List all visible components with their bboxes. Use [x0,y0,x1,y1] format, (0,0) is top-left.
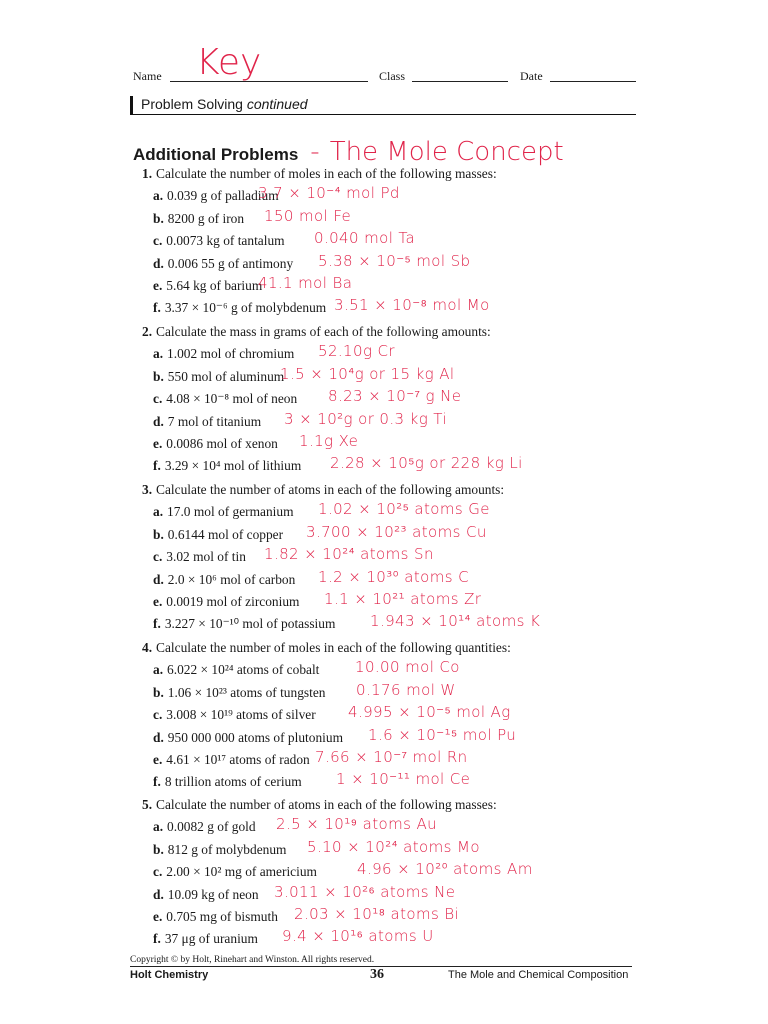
item-letter: e. [153,752,163,767]
question-number: 1. [142,166,153,181]
class-line [412,81,508,82]
item-letter: f. [153,931,161,947]
handwritten-answer: 1.82 × 10²⁴ atoms Sn [264,545,434,564]
item-text: 950 000 000 atoms of plutonium [167,729,343,745]
item-text: 37 μg of uranium [164,931,258,947]
item-letter: e. [153,436,163,451]
question-number: 3. [142,482,153,497]
handwritten-answer: 2.28 × 10⁵g or 228 kg Li [330,454,523,473]
item-letter: d. [153,886,164,902]
problem-item [153,346,294,362]
question-3 [142,482,504,498]
problem-item [153,864,317,880]
date-label: Date [520,69,543,83]
problem-item [153,616,335,632]
item-letter: c. [153,233,163,249]
item-text: 3.008 × 10¹⁹ atoms of silver [166,707,316,723]
handwritten-answer: 1.1 × 10²¹ atoms Zr [324,590,482,608]
footer-right: The Mole and Chemical Composition [448,969,629,981]
handwritten-answer: 1.943 × 10¹⁴ atoms K [370,612,541,631]
question-text: Calculate the number of atoms in each of the following amounts: [156,482,505,497]
item-text: 0.0082 g of gold [167,819,256,835]
item-text: 4.08 × 10⁻⁸ mol of neon [166,391,298,407]
handwritten-answer: 1.6 × 10⁻¹⁵ mol Pu [368,725,517,744]
item-text: 3.227 × 10⁻¹⁰ mol of potassium [164,616,336,632]
item-letter: d. [153,413,164,429]
item-letter: c. [153,864,163,880]
item-text: 0.039 g of palladium [167,188,279,204]
problem-item [153,391,297,407]
item-letter: a. [153,662,164,678]
item-text: 3.02 mol of tin [166,549,246,565]
item-text: 0.0073 kg of tantalum [166,233,285,249]
item-letter: f. [153,616,161,632]
problem-item [153,256,293,272]
question-number: 2. [142,324,153,339]
handwritten-answer: 2.03 × 10¹⁸ atoms Bi [294,905,460,923]
item-letter: c. [153,549,163,565]
problem-item [153,549,246,565]
item-text: 4.61 × 10¹⁷ atoms of radon [166,752,310,767]
handwritten-answer: 5.38 × 10⁻⁵ mol Sb [318,251,471,270]
problem-item [153,685,325,701]
problem-item [153,572,295,588]
handwritten-answer: 0.040 mol Ta [314,229,416,248]
item-text: 1.06 × 10²³ atoms of tungsten [167,684,326,700]
question-1 [142,166,497,182]
item-letter: d. [153,255,164,271]
section-label: Problem Solving [141,96,243,112]
item-letter: b. [153,368,164,384]
problem-item [153,662,319,678]
item-letter: a. [153,346,164,362]
handwritten-answer: 52.10g Cr [318,342,395,361]
item-text: 10.09 kg of neon [167,886,259,902]
item-text: 7 mol of titanium [167,413,262,429]
handwritten-answer: 4.96 × 10²⁰ atoms Am [357,860,533,879]
section-marker [130,96,133,114]
item-text: 0.006 55 g of antimony [167,255,294,271]
item-letter: e. [153,594,163,609]
problem-item [153,730,343,746]
item-letter: f. [153,458,161,474]
handwritten-answer: 9.4 × 10¹⁶ atoms U [282,927,434,946]
page-number: 36 [370,967,384,982]
question-text: Calculate the number of moles in each of the following masses: [156,166,497,181]
item-letter: f. [153,774,161,790]
item-text: 550 mol of aluminum [167,368,285,384]
problem-item [153,774,302,790]
item-letter: f. [153,300,161,316]
page-title [133,137,564,167]
problem-item [153,842,286,858]
handwritten-answer: 3.011 × 10²⁶ atoms Ne [274,882,456,901]
item-letter: e. [153,909,163,924]
problem-item [153,819,256,835]
handwritten-answer: 1.2 × 10³⁰ atoms C [318,567,469,586]
question-4 [142,640,511,656]
handwritten-answer: 8.23 × 10⁻⁷ g Ne [328,387,462,406]
handwritten-answer: 1.5 × 10⁴g or 15 kg Al [280,364,455,383]
problem-item [153,527,283,543]
item-text: 3.37 × 10⁻⁶ g of molybdenum [164,300,327,316]
problem-item [153,436,278,452]
item-letter: c. [153,707,163,723]
title-handwritten: The Mole Concept [329,137,564,167]
item-letter: d. [153,729,164,745]
problem-item [153,931,258,947]
item-letter: a. [153,819,164,835]
section-continued: continued [246,96,308,112]
item-letter: b. [153,841,164,857]
section-rule [130,114,636,115]
problem-item [153,887,259,903]
question-5 [142,797,497,813]
item-text: 3.29 × 10⁴ mol of lithium [164,458,302,474]
problem-item [153,278,262,294]
class-label: Class [379,69,406,83]
item-text: 6.022 × 10²⁴ atoms of cobalt [167,662,320,678]
name-label: Name [133,69,162,83]
handwritten-answer: 7.66 × 10⁻⁷ mol Rn [315,748,468,766]
question-number: 5. [142,797,153,812]
item-letter: b. [153,526,164,542]
handwritten-answer: 10.00 mol Co [355,658,460,677]
section-header [141,96,308,112]
problem-item [153,414,261,430]
item-text: 8 trillion atoms of cerium [164,774,302,790]
handwritten-answer: 41.1 mol Ba [258,274,353,292]
item-text: 5.64 kg of barium [166,278,263,293]
problem-item [153,504,294,520]
question-text: Calculate the mass in grams of each of the following amounts: [156,324,491,339]
item-letter: b. [153,684,164,700]
problem-item [153,707,316,723]
title-printed: Additional Problems [133,145,299,164]
problem-item [153,458,301,474]
question-number: 4. [142,640,153,655]
footer-left: Holt Chemistry [130,969,209,981]
handwritten-answer: 0.176 mol W [356,680,456,699]
item-text: 8200 g of iron [167,210,245,226]
item-text: 17.0 mol of germanium [167,504,294,520]
item-text: 2.00 × 10² mg of americium [166,864,317,880]
problem-item [153,300,326,316]
question-2 [142,324,491,340]
question-text: Calculate the number of atoms in each of the following masses: [156,797,497,812]
problem-item [153,233,285,249]
problem-item [153,909,278,925]
problem-item [153,369,284,385]
copyright: Copyright © by Holt, Rinehart and Winston. All rights reserved. [130,955,375,965]
item-letter: e. [153,278,163,293]
item-text: 2.0 × 10⁶ mol of carbon [167,571,296,587]
item-text: 0.705 mg of bismuth [166,909,278,924]
date-line [550,81,636,82]
item-letter: b. [153,210,164,226]
item-text: 812 g of molybdenum [167,841,287,857]
handwritten-answer: 1.1g Xe [299,432,359,450]
problem-item [153,594,299,610]
handwritten-answer: 3.700 × 10²³ atoms Cu [306,522,487,541]
item-text: 1.002 mol of chromium [167,346,295,362]
item-letter: a. [153,504,164,520]
handwritten-answer: 150 mol Fe [264,206,352,225]
handwritten-answer: 3.7 × 10⁻⁴ mol Pd [258,184,400,203]
item-letter: a. [153,188,164,204]
handwritten-answer: 2.5 × 10¹⁹ atoms Au [276,815,438,834]
item-text: 0.6144 mol of copper [167,526,284,542]
handwritten-answer: 4.995 × 10⁻⁵ mol Ag [348,703,511,722]
item-text: 0.0019 mol of zirconium [166,594,300,609]
question-text: Calculate the number of moles in each of the following quantities: [156,640,511,655]
handwritten-answer: 3.51 × 10⁻⁸ mol Mo [334,296,490,315]
handwritten-answer: 1.02 × 10²⁵ atoms Ge [318,500,490,519]
title-dash: - [310,137,320,167]
item-letter: d. [153,571,164,587]
problem-item [153,752,310,768]
handwritten-answer: 5.10 × 10²⁴ atoms Mo [307,837,480,856]
handwritten-answer: 1 × 10⁻¹¹ mol Ce [336,770,471,789]
handwritten-answer: 3 × 10²g or 0.3 kg Ti [284,409,447,428]
problem-item [153,211,244,227]
item-text: 0.0086 mol of xenon [166,436,278,451]
item-letter: c. [153,391,163,407]
name-handwritten: Key [196,42,262,83]
